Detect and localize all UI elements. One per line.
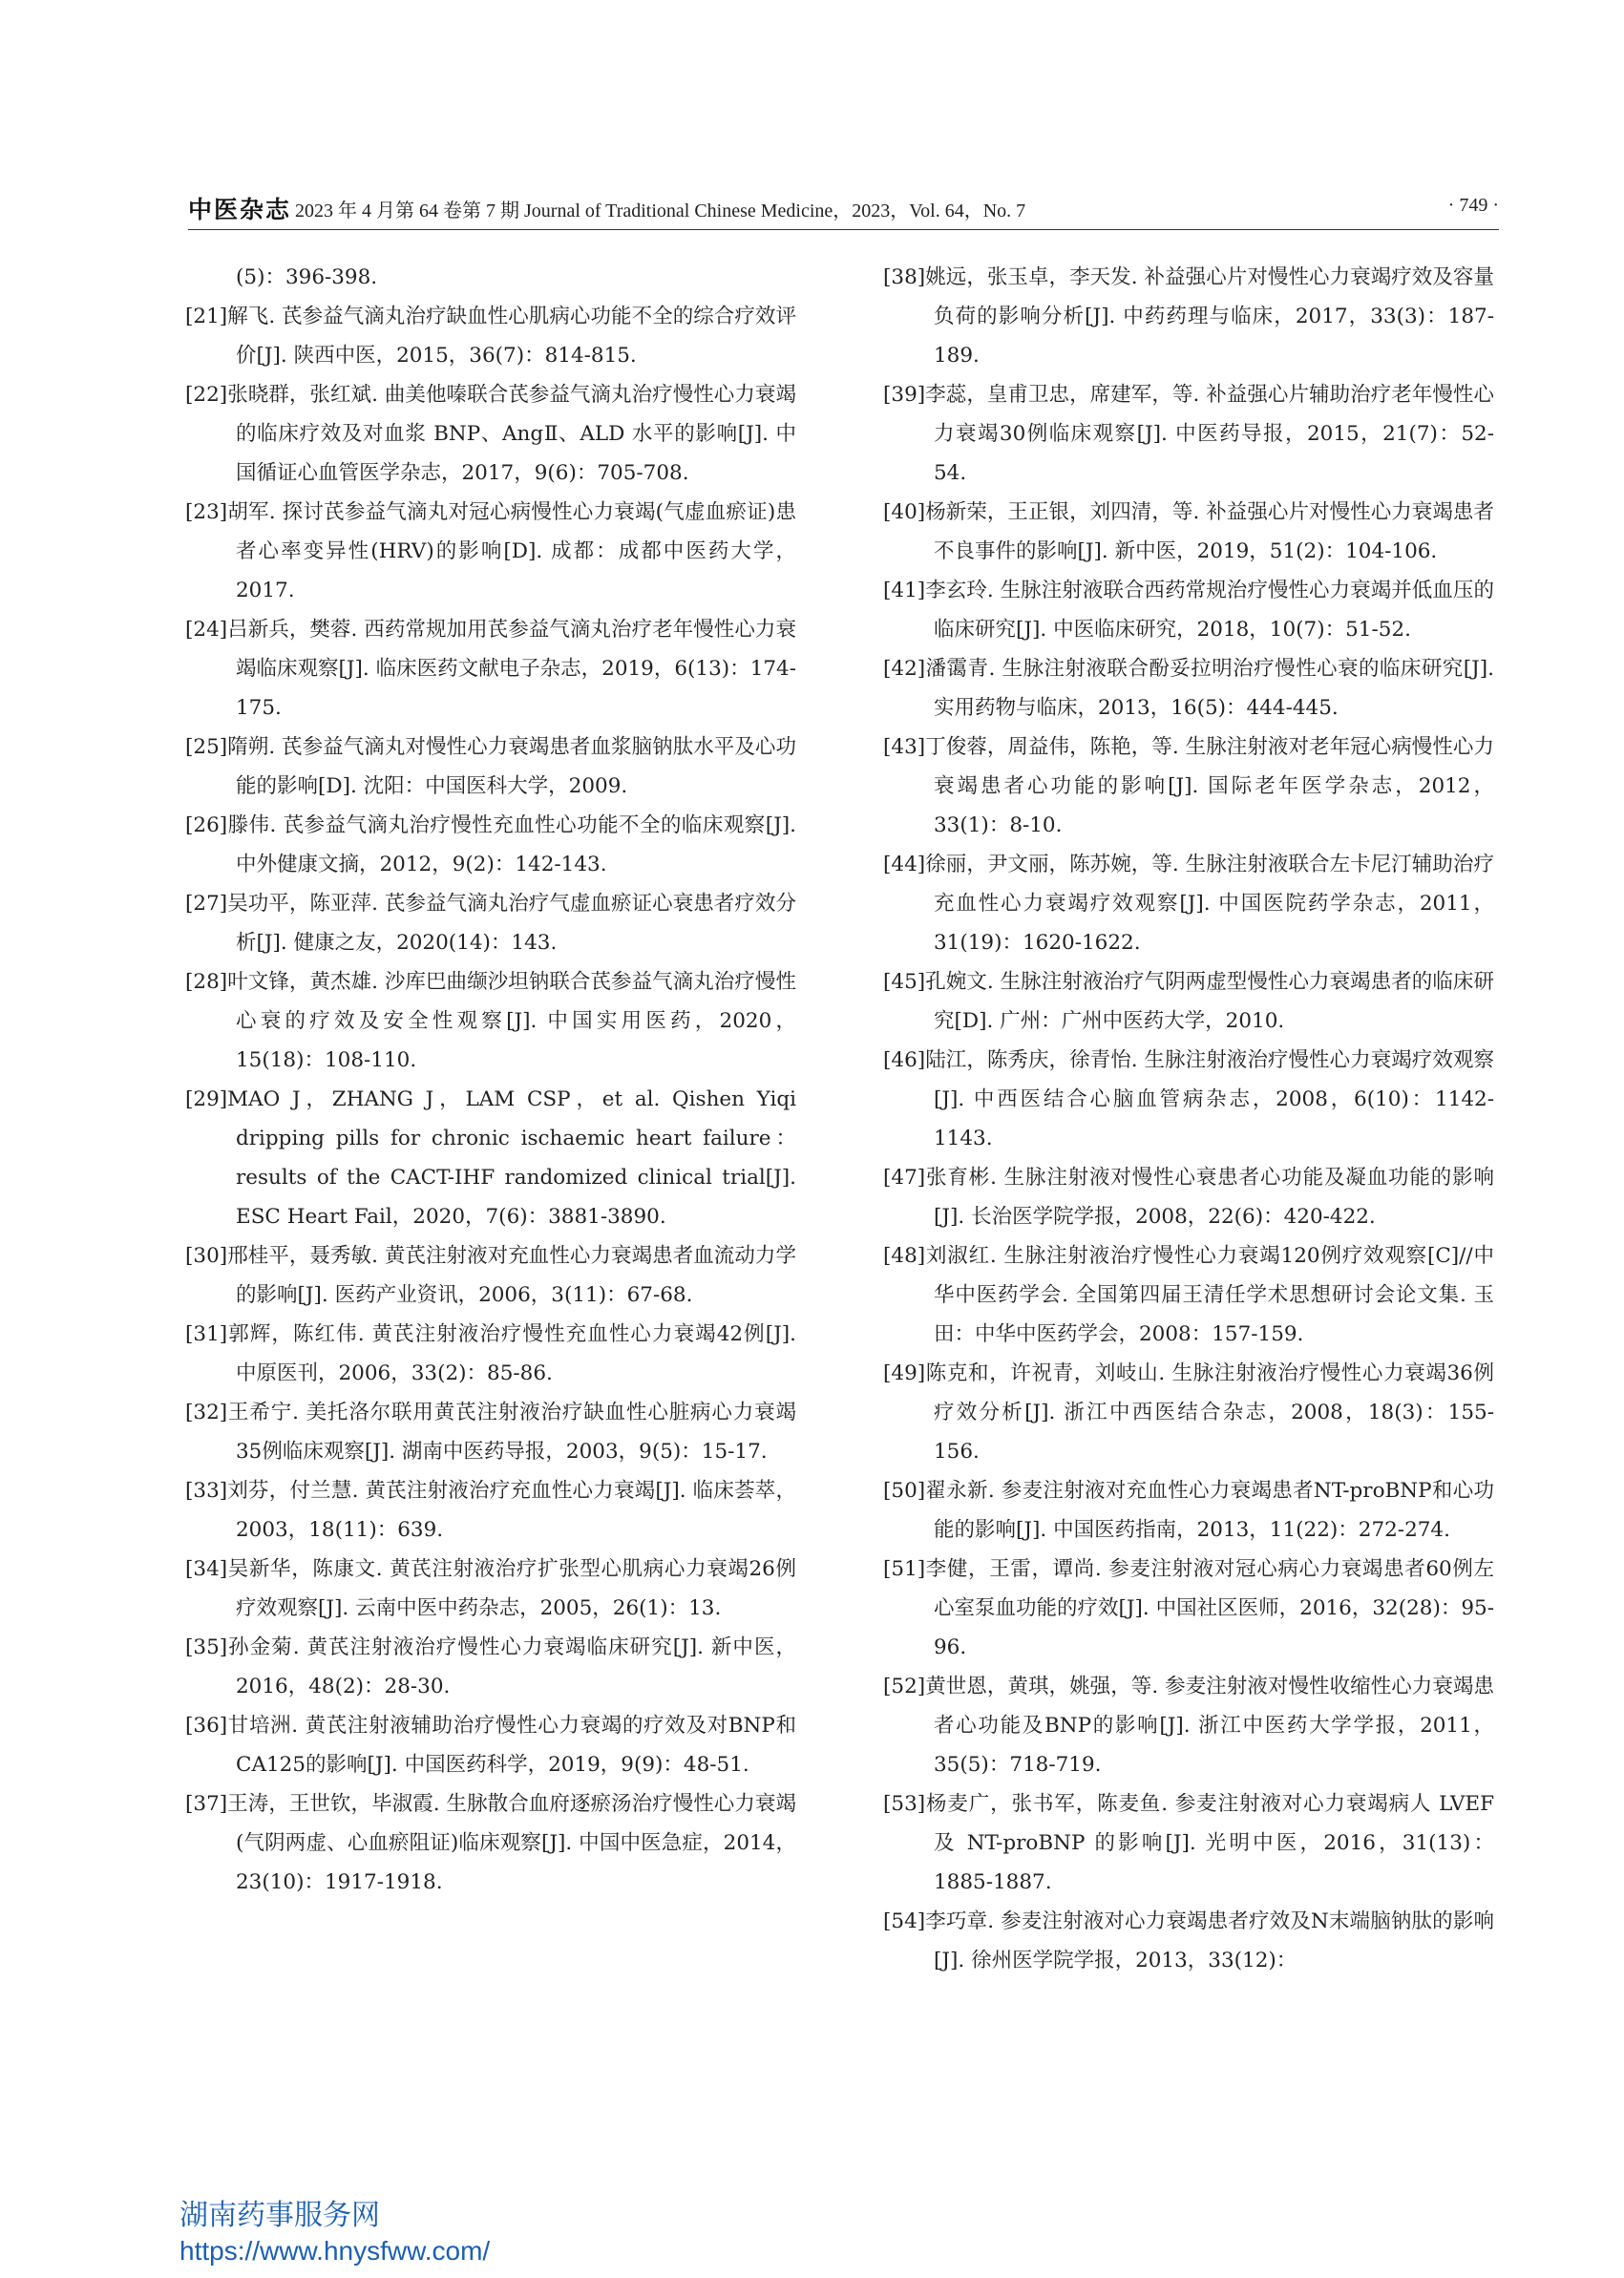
reference-item: [50]翟永新. 参麦注射液对充血性心力衰竭患者NT-proBNP和心功能的影响[J]. 中国医药指南，2013，11(22)：272-274.: [883, 1479, 1494, 1542]
reference-item: [30]邢桂平，聂秀敏. 黄芪注射液对充血性心力衰竭患者血流动力学的影响[J]. 医药产业资讯，2006，3(11)：67-68.: [185, 1244, 796, 1307]
reference-item: [34]吴新华，陈康文. 黄芪注射液治疗扩张型心肌病心力衰竭26例疗效观察[J]. 云南中医中药杂志，2005，26(1)：13.: [185, 1557, 796, 1620]
reference-item: [47]张育彬. 生脉注射液对慢性心衰患者心功能及凝血功能的影响[J]. 长治医学院学报，2008，22(6)：420-422.: [883, 1166, 1494, 1229]
reference-item: [21]解飞. 芪参益气滴丸治疗缺血性心肌病心功能不全的综合疗效评价[J]. 陕西中医，2015，36(7)：814-815.: [185, 305, 796, 368]
reference-item: [39]李蕊，皇甫卫忠，席建军，等. 补益强心片辅助治疗老年慢性心力衰竭30例临床观察[J]. 中医药导报，2015，21(7)：52-54.: [883, 383, 1494, 485]
reference-item: [51]李健，王雷，谭尚. 参麦注射液对冠心病心力衰竭患者60例左心室泵血功能的疗效[J]. 中国社区医师，2016，32(28)：95-96.: [883, 1557, 1494, 1659]
reference-item: [31]郭辉，陈红伟. 黄芪注射液治疗慢性充血性心力衰竭42例[J]. 中原医刊，2006，33(2)：85-86.: [185, 1322, 796, 1385]
reference-item: [40]杨新荣，王正银，刘四清，等. 补益强心片对慢性心力衰竭患者不良事件的影响[J]. 新中医，2019，51(2)：104-106.: [883, 500, 1494, 563]
reference-item: [37]王涛，王世钦，毕淑霞. 生脉散合血府逐瘀汤治疗慢性心力衰竭(气阴两虚、心血瘀阻证)临床观察[J]. 中国中医急症，2014，23(10)：1917-1918.: [185, 1792, 796, 1894]
reference-item: [23]胡军. 探讨芪参益气滴丸对冠心病慢性心力衰竭(气虚血瘀证)患者心率变异性(HRV)的影响[D]. 成都：成都中医药大学，2017.: [185, 500, 796, 602]
reference-item: [41]李玄玲. 生脉注射液联合西药常规治疗慢性心力衰竭并低血压的临床研究[J]. 中医临床研究，2018，10(7)：51-52.: [883, 579, 1494, 642]
watermark-footer: [179, 2198, 490, 2268]
reference-item: [38]姚远，张玉卓，李天发. 补益强心片对慢性心力衰竭疗效及容量负荷的影响分析[J]. 中药药理与临床，2017，33(3)：187-189.: [883, 265, 1494, 368]
reference-item: [33]刘芬，付兰慧. 黄芪注射液治疗充血性心力衰竭[J]. 临床荟萃，2003，18(11)：639.: [185, 1479, 796, 1542]
site-name: 湖南药事服务网: [179, 2200, 380, 2231]
reference-item: [35]孙金菊. 黄芪注射液治疗慢性心力衰竭临床研究[J]. 新中医，2016，48(2)：28-30.: [185, 1635, 796, 1698]
references-right-column: [883, 258, 1494, 1980]
reference-item: [46]陆江，陈秀庆，徐青怡. 生脉注射液治疗慢性心力衰竭疗效观察[J]. 中西医结合心脑血管病杂志，2008，6(10)：1142-1143.: [883, 1048, 1494, 1150]
reference-item: [48]刘淑红. 生脉注射液治疗慢性心力衰竭120例疗效观察[C]//中华中医药学会. 全国第四届王清任学术思想研讨会论文集. 玉田：中华中医药学会，2008：157-159.: [883, 1244, 1494, 1346]
reference-item: (5)：396-398.: [236, 265, 378, 289]
reference-item: [32]王希宁. 美托洛尔联用黄芪注射液治疗缺血性心脏病心力衰竭35例临床观察[J]. 湖南中医药导报，2003，9(5)：15-17.: [185, 1401, 796, 1464]
reference-item: [36]甘培洲. 黄芪注射液辅助治疗慢性心力衰竭的疗效及对BNP和CA125的影响[J]. 中国医药科学，2019，9(9)：48-51.: [185, 1714, 796, 1777]
site-url-link[interactable]: https://www.hnysfww.com/: [179, 2236, 491, 2266]
references-left-column: [185, 258, 796, 1902]
running-header: [188, 191, 1499, 230]
reference-item: [24]吕新兵，樊蓉. 西药常规加用芪参益气滴丸治疗老年慢性心力衰竭临床观察[J]. 临床医药文献电子杂志，2019，6(13)：174-175.: [185, 618, 796, 720]
page-number: · 749 ·: [1447, 195, 1499, 216]
reference-item: [43]丁俊蓉，周益伟，陈艳，等. 生脉注射液对老年冠心病慢性心力衰竭患者心功能的影响[J]. 国际老年医学杂志，2012，33(1)：8-10.: [883, 735, 1494, 837]
journal-citation: 2023 年 4 月第 64 卷第 7 期 Journal of Traditional Chinese Medicine，2023，Vol. 64，No. 7: [295, 200, 1026, 221]
journal-name: 中医杂志: [188, 196, 292, 223]
reference-item: [25]隋朔. 芪参益气滴丸对慢性心力衰竭患者血浆脑钠肽水平及心功能的影响[D]. 沈阳：中国医科大学，2009.: [185, 735, 796, 798]
reference-item: [42]潘霭青. 生脉注射液联合酚妥拉明治疗慢性心衰的临床研究[J]. 实用药物与临床，2013，16(5)：444-445.: [883, 657, 1494, 720]
reference-item: [54]李巧章. 参麦注射液对心力衰竭患者疗效及N末端脑钠肽的影响[J]. 徐州医学院学报，2013，33(12)：: [883, 1909, 1494, 1972]
reference-item: [22]张晓群，张红斌. 曲美他嗪联合芪参益气滴丸治疗慢性心力衰竭的临床疗效及对血浆 BNP、AngⅡ、ALD 水平的影响[J]. 中国循证心血管医学杂志，2017，9(6)：705-708.: [185, 383, 796, 485]
reference-item: [53]杨麦广，张书军，陈麦鱼. 参麦注射液对心力衰竭病人 LVEF 及 NT-proBNP 的影响[J]. 光明中医，2016，31(13)：1885-1887.: [883, 1792, 1494, 1894]
reference-item: [28]叶文锋，黄杰雄. 沙库巴曲缬沙坦钠联合芪参益气滴丸治疗慢性心衰的疗效及安全性观察[J]. 中国实用医药，2020，15(18)：108-110.: [185, 970, 796, 1072]
reference-item: [29]MAO J，ZHANG J，LAM CSP，et al. Qishen Yiqi dripping pills for chronic ischaemic heart failure：results of the CACT-IHF randomized clinical trial[J]. ESC Heart Fail，2020，7(6)：3881-3890.: [185, 1087, 796, 1229]
reference-item: [52]黄世恩，黄琪，姚强，等. 参麦注射液对慢性收缩性心力衰竭患者心功能及BNP的影响[J]. 浙江中医药大学学报，2011，35(5)：718-719.: [883, 1675, 1494, 1777]
reference-item: [26]滕伟. 芪参益气滴丸治疗慢性充血性心功能不全的临床观察[J]. 中外健康文摘，2012，9(2)：142-143.: [185, 813, 796, 876]
reference-item: [45]孔婉文. 生脉注射液治疗气阴两虚型慢性心力衰竭患者的临床研究[D]. 广州：广州中医药大学，2010.: [883, 970, 1494, 1033]
reference-item: [27]吴功平，陈亚萍. 芪参益气滴丸治疗气虚血瘀证心衰患者疗效分析[J]. 健康之友，2020(14)：143.: [185, 892, 796, 955]
reference-item: [44]徐丽，尹文丽，陈苏婉，等. 生脉注射液联合左卡尼汀辅助治疗充血性心力衰竭疗效观察[J]. 中国医院药学杂志，2011，31(19)：1620-1622.: [883, 853, 1494, 955]
reference-item: [49]陈克和，许祝青，刘岐山. 生脉注射液治疗慢性心力衰竭36例疗效分析[J]. 浙江中西医结合杂志，2008，18(3)：155-156.: [883, 1361, 1494, 1464]
